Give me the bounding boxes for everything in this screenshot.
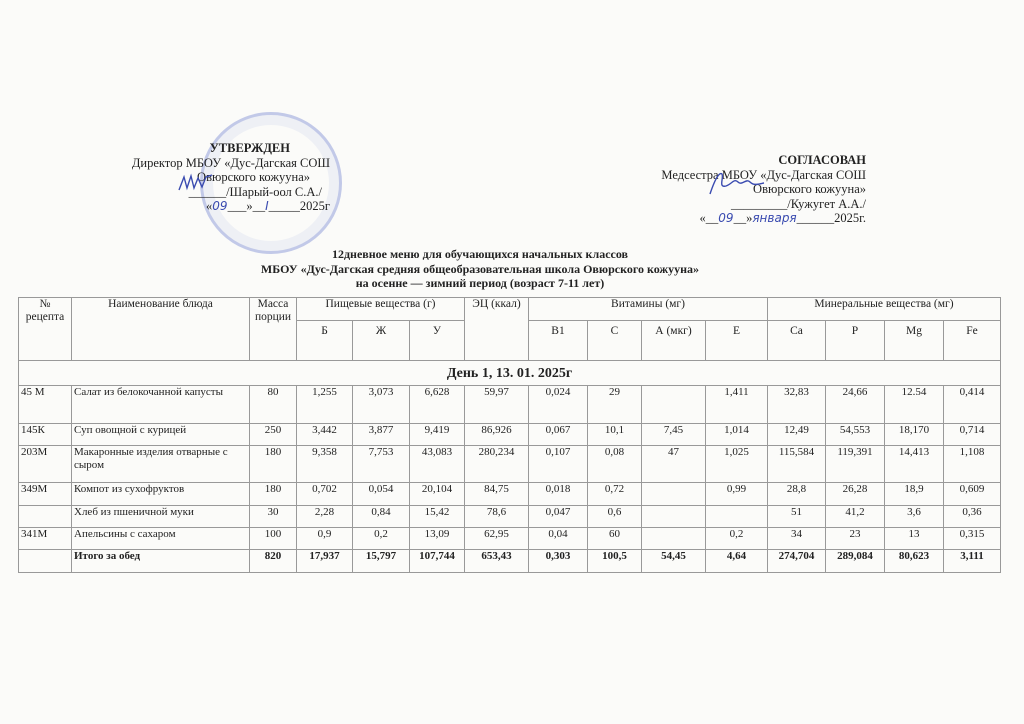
value-cell: 26,28 xyxy=(826,483,885,506)
value-cell: 18,170 xyxy=(885,424,944,446)
dish-name-cell: Хлеб из пшеничной муки xyxy=(72,506,250,528)
recipe-cell: 203М xyxy=(19,446,72,483)
recipe-cell: 145К xyxy=(19,424,72,446)
value-cell: 60 xyxy=(588,528,642,550)
value-cell: 107,744 xyxy=(410,550,465,573)
dish-name-cell: Апельсины с сахаром xyxy=(72,528,250,550)
value-cell: 17,937 xyxy=(297,550,353,573)
value-cell: 0,303 xyxy=(529,550,588,573)
value-cell: 1,255 xyxy=(297,386,353,424)
value-cell: 23 xyxy=(826,528,885,550)
table-row xyxy=(19,528,1001,550)
value-cell: 0,2 xyxy=(706,528,768,550)
dish-name-cell: Суп овощной с курицей xyxy=(72,424,250,446)
table-row xyxy=(19,386,1001,424)
header-mass: Масса порции xyxy=(250,298,297,361)
table-row xyxy=(19,506,1001,528)
value-cell: 115,584 xyxy=(768,446,826,483)
subheader-cell: Ж xyxy=(353,321,410,361)
table-row xyxy=(19,446,1001,483)
value-cell: 2,28 xyxy=(297,506,353,528)
value-cell: 289,084 xyxy=(826,550,885,573)
value-cell: 3,877 xyxy=(353,424,410,446)
subheader-cell: Fe xyxy=(944,321,1001,361)
value-cell: 0,702 xyxy=(297,483,353,506)
value-cell: 250 xyxy=(250,424,297,446)
value-cell: 32,83 xyxy=(768,386,826,424)
value-cell: 86,926 xyxy=(465,424,529,446)
subheader-cell: P xyxy=(826,321,885,361)
value-cell: 0,9 xyxy=(297,528,353,550)
value-cell: 54,45 xyxy=(642,550,706,573)
value-cell: 13 xyxy=(885,528,944,550)
value-cell xyxy=(642,506,706,528)
value-cell: 0,107 xyxy=(529,446,588,483)
value-cell: 34 xyxy=(768,528,826,550)
value-cell: 24,66 xyxy=(826,386,885,424)
agreed-month: января xyxy=(752,211,797,225)
value-cell: 180 xyxy=(250,483,297,506)
recipe-cell: 45 М xyxy=(19,386,72,424)
value-cell: 100 xyxy=(250,528,297,550)
dish-name-cell: Итого за обед xyxy=(72,550,250,573)
value-cell: 43,083 xyxy=(410,446,465,483)
approved-title: УТВЕРЖДЕН xyxy=(209,141,290,155)
value-cell: 59,97 xyxy=(465,386,529,424)
value-cell: 15,42 xyxy=(410,506,465,528)
value-cell: 80,623 xyxy=(885,550,944,573)
header-vitamins: Витамины (мг) xyxy=(529,298,768,321)
value-cell: 18,9 xyxy=(885,483,944,506)
value-cell: 0,2 xyxy=(353,528,410,550)
value-cell: 0,84 xyxy=(353,506,410,528)
subheader-cell: Mg xyxy=(885,321,944,361)
total-row xyxy=(19,550,1001,573)
value-cell: 10,1 xyxy=(588,424,642,446)
value-cell: 0,609 xyxy=(944,483,1001,506)
value-cell xyxy=(642,483,706,506)
header-name: Наименование блюда xyxy=(72,298,250,361)
value-cell: 0,414 xyxy=(944,386,1001,424)
value-cell: 12.54 xyxy=(885,386,944,424)
value-cell: 20,104 xyxy=(410,483,465,506)
approved-position: Директор МБОУ «Дус-Дагская СОШ xyxy=(131,155,330,170)
agreed-block: СОГЛАСОВАН Медсестра МБОУ «Дус-Дагская СОШ Овюрского кожууна» _________/Кужугет А.А./ «__09__»января______2025г. xyxy=(600,153,866,226)
value-cell: 820 xyxy=(250,550,297,573)
value-cell: 14,413 xyxy=(885,446,944,483)
subheader-cell: E xyxy=(706,321,768,361)
value-cell: 12,49 xyxy=(768,424,826,446)
header-recipe: № рецепта xyxy=(19,298,72,361)
recipe-cell: 341М xyxy=(19,528,72,550)
value-cell: 7,753 xyxy=(353,446,410,483)
day-heading: День 1, 13. 01. 2025г xyxy=(19,361,1001,386)
value-cell: 0,04 xyxy=(529,528,588,550)
approved-month: I xyxy=(265,199,269,213)
value-cell: 13,09 xyxy=(410,528,465,550)
approved-org: Овюрского кожууна» xyxy=(197,170,310,184)
value-cell: 1,108 xyxy=(944,446,1001,483)
dish-name-cell: Макаронные изделия отварные с сыром xyxy=(72,446,250,483)
value-cell: 0,08 xyxy=(588,446,642,483)
approved-block: УТВЕРЖДЕН Директор МБОУ «Дус-Дагская СОШ Овюрского кожууна» ______/Шарый-оол С.А./ «09___»__I_____2025г xyxy=(60,141,330,214)
value-cell: 28,8 xyxy=(768,483,826,506)
value-cell: 47 xyxy=(642,446,706,483)
agreed-year: 2025г. xyxy=(834,211,866,225)
value-cell: 80 xyxy=(250,386,297,424)
table-row xyxy=(19,424,1001,446)
value-cell xyxy=(706,506,768,528)
value-cell: 0,054 xyxy=(353,483,410,506)
value-cell: 274,704 xyxy=(768,550,826,573)
value-cell: 653,43 xyxy=(465,550,529,573)
value-cell: 0,99 xyxy=(706,483,768,506)
value-cell: 119,391 xyxy=(826,446,885,483)
value-cell: 0,36 xyxy=(944,506,1001,528)
value-cell: 9,419 xyxy=(410,424,465,446)
value-cell: 51 xyxy=(768,506,826,528)
value-cell: 4,64 xyxy=(706,550,768,573)
subheader-cell: B1 xyxy=(529,321,588,361)
value-cell: 0,72 xyxy=(588,483,642,506)
value-cell: 15,797 xyxy=(353,550,410,573)
value-cell: 3,442 xyxy=(297,424,353,446)
dish-name-cell: Компот из сухофруктов xyxy=(72,483,250,506)
value-cell: 3,073 xyxy=(353,386,410,424)
header-minerals: Минеральные вещества (мг) xyxy=(768,298,1001,321)
value-cell: 30 xyxy=(250,506,297,528)
subheader-cell: Ca xyxy=(768,321,826,361)
subheader-cell: C xyxy=(588,321,642,361)
header-kcal: ЭЦ (ккал) xyxy=(465,298,529,361)
recipe-cell xyxy=(19,506,72,528)
value-cell: 1,025 xyxy=(706,446,768,483)
director-signature xyxy=(176,172,216,194)
value-cell: 1,411 xyxy=(706,386,768,424)
subheader-cell: А (мкг) xyxy=(642,321,706,361)
value-cell: 54,553 xyxy=(826,424,885,446)
value-cell: 0,018 xyxy=(529,483,588,506)
value-cell: 3,6 xyxy=(885,506,944,528)
value-cell xyxy=(642,528,706,550)
value-cell: 0,067 xyxy=(529,424,588,446)
value-cell: 7,45 xyxy=(642,424,706,446)
agreed-title: СОГЛАСОВАН xyxy=(778,153,866,167)
value-cell: 0,714 xyxy=(944,424,1001,446)
value-cell: 0,024 xyxy=(529,386,588,424)
value-cell: 280,234 xyxy=(465,446,529,483)
agreed-signer: /Кужугет А.А./ xyxy=(787,196,866,211)
value-cell: 29 xyxy=(588,386,642,424)
subheader-cell: Б xyxy=(297,321,353,361)
value-cell xyxy=(642,386,706,424)
value-cell: 0,315 xyxy=(944,528,1001,550)
value-cell: 0,047 xyxy=(529,506,588,528)
agreed-org: Овюрского кожууна» xyxy=(753,182,866,196)
header-nutrients: Пищевые вещества (г) xyxy=(297,298,465,321)
recipe-cell xyxy=(19,550,72,573)
agreed-position: Медсестра МБОУ «Дус-Дагская СОШ xyxy=(661,167,866,182)
value-cell: 41,2 xyxy=(826,506,885,528)
value-cell: 84,75 xyxy=(465,483,529,506)
value-cell: 78,6 xyxy=(465,506,529,528)
approved-year: 2025г xyxy=(299,199,330,213)
approved-day: 09 xyxy=(212,199,228,213)
dish-name-cell: Салат из белокочанной капусты xyxy=(72,386,250,424)
value-cell: 180 xyxy=(250,446,297,483)
value-cell: 100,5 xyxy=(588,550,642,573)
value-cell: 6,628 xyxy=(410,386,465,424)
document-title: 12дневное меню для обучающихся начальных классов МБОУ «Дус-Дагская средняя общеобразовательная школа Овюрского кожууна» на осенне — зимний период (возраст 7-11 лет) xyxy=(260,247,700,290)
value-cell: 62,95 xyxy=(465,528,529,550)
nurse-signature xyxy=(706,168,768,198)
value-cell: 9,358 xyxy=(297,446,353,483)
table-row xyxy=(19,483,1001,506)
menu-table xyxy=(18,297,1001,573)
recipe-cell: 349М xyxy=(19,483,72,506)
value-cell: 0,6 xyxy=(588,506,642,528)
subheader-cell: У xyxy=(410,321,465,361)
approved-signer: /Шарый-оол С.А./ xyxy=(226,184,322,199)
value-cell: 3,111 xyxy=(944,550,1001,573)
value-cell: 1,014 xyxy=(706,424,768,446)
agreed-day: 09 xyxy=(718,211,734,225)
